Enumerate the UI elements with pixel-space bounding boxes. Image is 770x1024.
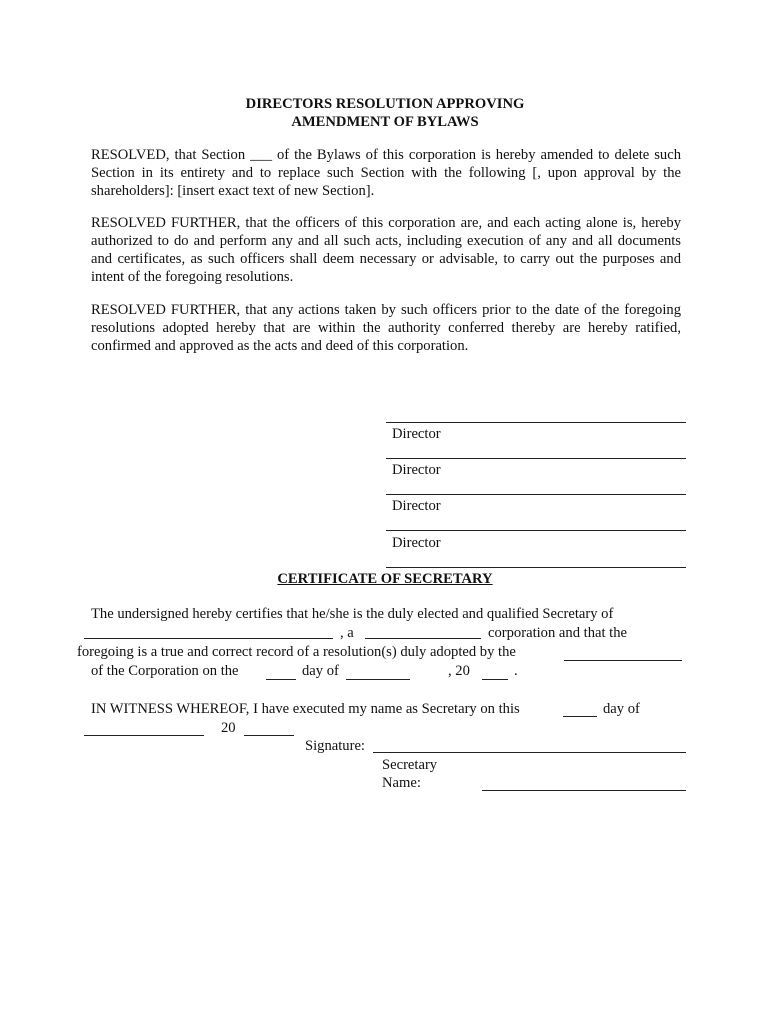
meeting-day-blank[interactable] — [266, 679, 296, 680]
certificate-line-3: foregoing is a true and correct record of a resolution(s) duly adopted by the — [77, 644, 516, 660]
director-label-2: Director — [392, 462, 441, 478]
director-label-3: Director — [392, 498, 441, 514]
meeting-month-blank[interactable] — [346, 679, 410, 680]
witness-line-b: day of — [603, 701, 640, 717]
certificate-title-text: CERTIFICATE OF SECRETARY — [277, 571, 493, 587]
signature-line[interactable] — [373, 752, 686, 753]
director-signature-line-2[interactable] — [386, 458, 686, 459]
certificate-line-2-b: corporation and that the — [488, 625, 627, 641]
witness-line-a: IN WITNESS WHEREOF, I have executed my name as Secretary on this — [91, 701, 520, 717]
document-title-line2: AMENDMENT OF BYLAWS — [291, 114, 479, 130]
name-label: Name: — [382, 775, 421, 791]
adopted-by-blank[interactable] — [564, 660, 682, 661]
director-label-1: Director — [392, 426, 441, 442]
certificate-line-4-d: . — [514, 663, 518, 679]
witness-year-blank[interactable] — [244, 735, 294, 736]
resolution-paragraph-1: RESOLVED, that Section ___ of the Bylaws of this corporation is hereby amended to delete such Section in its entirety and to replace such Section with the following [, upon approval by the shareholders]: [insert exact text of new Section]. — [91, 147, 681, 199]
witness-month-blank[interactable] — [84, 735, 204, 736]
document-title-line1: DIRECTORS RESOLUTION APPROVING — [245, 96, 525, 112]
director-label-4: Director — [392, 535, 441, 551]
certificate-title — [0, 570, 770, 588]
certificate-line-4-a: of the Corporation on the — [91, 663, 239, 679]
certificate-line-2-a: , a — [340, 625, 354, 641]
director-signature-line-3[interactable] — [386, 494, 686, 495]
resolution-paragraph-2: RESOLVED FURTHER, that the officers of this corporation are, and each acting alone is, hereby authorized to do and perform any and all such acts, including execution of any and all documents and certificates, as such officers shall deem necessary or advisable, to carry out the purposes and intent of the foregoing resolutions. — [91, 215, 681, 285]
director-signature-line-1[interactable] — [386, 422, 686, 423]
director-signature-line-5[interactable] — [386, 567, 686, 568]
resolution-paragraph-3: RESOLVED FURTHER, that any actions taken by such officers prior to the date of the foregoing resolutions adopted hereby that are within the authority conferred thereby are hereby ratified, confirmed and approved as the acts and deed of this corporation. — [91, 302, 681, 354]
secretary-name-line[interactable] — [482, 790, 686, 791]
signature-label: Signature: — [305, 738, 365, 754]
certificate-line-4-c: , 20 — [448, 663, 470, 679]
certificate-line-1: The undersigned hereby certifies that he/she is the duly elected and qualified Secretary of — [91, 606, 614, 622]
witness-year-label: 20 — [221, 720, 236, 736]
meeting-year-blank[interactable] — [482, 679, 508, 680]
director-signature-line-4[interactable] — [386, 530, 686, 531]
certificate-line-4-b: day of — [302, 663, 339, 679]
secretary-label: Secretary — [382, 757, 438, 773]
witness-day-blank[interactable] — [563, 716, 597, 717]
state-blank[interactable] — [365, 638, 481, 639]
corporation-name-blank[interactable] — [84, 638, 333, 639]
